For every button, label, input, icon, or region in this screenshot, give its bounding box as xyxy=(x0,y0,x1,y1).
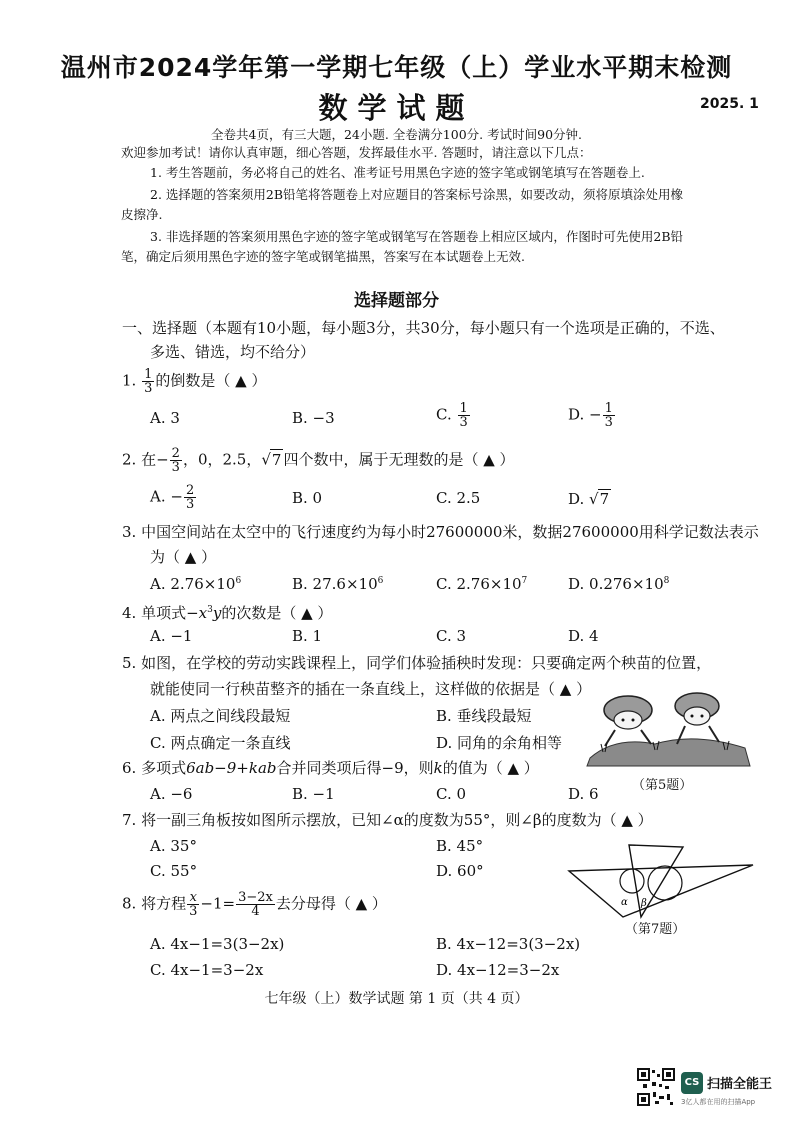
instruction-item-2a: 2. 选择题的答案须用2B铅笔将答题卷上对应题目的答案标号涂黑，如要改动，须将原填涂处用橡 xyxy=(150,187,684,202)
question-5-figure-students-planting xyxy=(585,688,753,768)
question-6-option-c: C. 0 xyxy=(436,785,467,803)
watermark-app-name: 扫描全能王 xyxy=(707,1077,773,1092)
beta-label: β xyxy=(641,898,647,909)
instructions-summary: 全卷共4页，有三大题，24小题. 全卷满分100分. 考试时间90分钟. xyxy=(211,127,582,142)
camscanner-logo-icon: CS xyxy=(681,1072,703,1094)
question-6-option-d: D. 6 xyxy=(568,785,599,803)
section-heading-line1: 一、选择题（本题有10小题，每小题3分，共30分，每小题只有一个选项是正确的，不选、 xyxy=(122,319,725,337)
question-3-line1: 3. 中国空间站在太空中的飞行速度约为每小时27600000米，数据27600000用科学记数法表示 xyxy=(122,523,759,541)
question-5-option-a: A. 两点之间线段最短 xyxy=(150,707,291,725)
instruction-item-3a: 3. 非选择题的答案须用黑色字迹的签字笔或钢笔写在答题卷上相应区域内，作图时可先使用2B铅 xyxy=(150,229,684,244)
section-heading-line2: 多选、错选，均不给分） xyxy=(150,343,316,361)
question-5-line1: 5. 如图，在学校的劳动实践课程上，同学们体验插秧时发现：只要确定两个秧苗的位置， xyxy=(122,654,712,672)
question-1-number: 1. xyxy=(122,371,137,390)
instruction-item-3b: 笔，确定后须用黑色字迹的签字笔或钢笔描黑，答案写在本试题卷上无效. xyxy=(121,249,525,264)
question-8-option-c: C. 4x−1=3−2x xyxy=(150,961,264,979)
question-3-option-b: B. $27.6\times 10^6$ xyxy=(292,575,384,593)
question-5-option-c: C. 两点确定一条直线 xyxy=(150,734,291,752)
question-2-option-b: B. 0 xyxy=(292,489,323,507)
watermark-tagline: 3亿人都在用的扫描App xyxy=(681,1098,756,1106)
question-4-option-b: B. 1 xyxy=(292,627,323,645)
question-2-option-c: C. 2.5 xyxy=(436,489,481,507)
instructions-welcome: 欢迎参加考试！请你认真审题，细心答题，发挥最佳水平. 答题时，请注意以下几点： xyxy=(121,145,592,160)
question-2-option-d: D. √7 xyxy=(568,490,610,508)
question-3-option-a: A. $2.76\times 10^6$ xyxy=(150,575,242,593)
exam-date: 2025. 1 xyxy=(700,96,759,112)
question-8-option-a: A. 4x−1=3(3−2x) xyxy=(150,935,285,953)
qr-code-icon xyxy=(637,1068,675,1106)
question-6-option-b: B. −1 xyxy=(292,785,335,803)
question-1-option-b: B. −3 xyxy=(292,409,335,427)
exam-subtitle: 数学试题 xyxy=(318,91,475,125)
question-1-option-d: D. − $\frac{1}{3}$ xyxy=(568,401,613,430)
question-2-option-a: A. − $\frac{2}{3}$ xyxy=(150,483,195,512)
question-4: 4. 单项式$-x^3y$的次数是（ ▲ ） xyxy=(122,604,333,622)
question-7-option-a: A. 35° xyxy=(150,837,197,855)
question-1 xyxy=(122,368,266,395)
question-1-fraction: $\frac{1}{3}$ xyxy=(144,367,153,396)
question-3-line2: 为（ ▲ ） xyxy=(150,548,217,566)
section-title: 选择题部分 xyxy=(354,291,439,311)
instruction-item-2b: 皮擦净. xyxy=(121,207,163,222)
page-footer: 七年级（上）数学试题 第 1 页（共 4 页） xyxy=(264,991,529,1007)
question-1-option-c: C. $\frac{1}{3}$ xyxy=(436,401,468,430)
question-4-option-c: C. 3 xyxy=(436,627,467,645)
question-6-option-a: A. −6 xyxy=(150,785,193,803)
exam-title: 温州市2024学年第一学期七年级（上）学业水平期末检测 xyxy=(60,53,733,82)
question-8-option-b: B. 4x−12=3(3−2x) xyxy=(436,935,581,953)
question-2: 2. 在− $\frac{2}{3}$ ，0，2.5，√7 四个数中，属于无理数的是（ ▲ ） xyxy=(122,446,515,475)
question-7-caption: （第7题） xyxy=(625,922,686,937)
question-5-line2: 就能使同一行秧苗整齐的插在一条直线上，这样做的依据是（ ▲ ） xyxy=(150,680,592,698)
question-4-option-a: A. −1 xyxy=(150,627,193,645)
question-4-option-d: D. 4 xyxy=(568,627,599,645)
question-5-option-b: B. 垂线段最短 xyxy=(436,707,532,725)
question-7-option-d: D. 60° xyxy=(436,862,484,880)
question-7-option-c: C. 55° xyxy=(150,862,198,880)
question-3-option-c: C. $2.76\times 10^7$ xyxy=(436,575,528,593)
question-5-caption: （第5题） xyxy=(632,778,693,793)
question-8-option-d: D. 4x−12=3−2x xyxy=(436,961,560,979)
question-6: 6. 多项式6ab−9+kab合并同类项后得−9，则k的值为（ ▲ ） xyxy=(122,759,539,777)
alpha-label: α xyxy=(621,897,628,908)
question-7-figure-triangles xyxy=(565,843,757,921)
question-7-option-b: B. 45° xyxy=(436,837,484,855)
instruction-item-1: 1. 考生答题前，务必将自己的姓名、准考证号用黑色字迹的签字笔或钢笔填写在答题卷上. xyxy=(150,165,645,180)
question-3-option-d: D. $0.276\times 10^8$ xyxy=(568,575,670,593)
question-8: 8. 将方程 $\frac{x}{3}$ −1= $\frac{3-2x}{4}$ 去分母得（ ▲ ） xyxy=(122,890,387,919)
question-5-option-d: D. 同角的余角相等 xyxy=(436,734,563,752)
question-7: 7. 将一副三角板按如图所示摆放，已知∠α的度数为55°，则∠β的度数为（ ▲ ） xyxy=(122,811,653,829)
question-1-option-a: A. 3 xyxy=(150,409,180,427)
question-1-text: 的倒数是（ ▲ ） xyxy=(155,371,267,390)
